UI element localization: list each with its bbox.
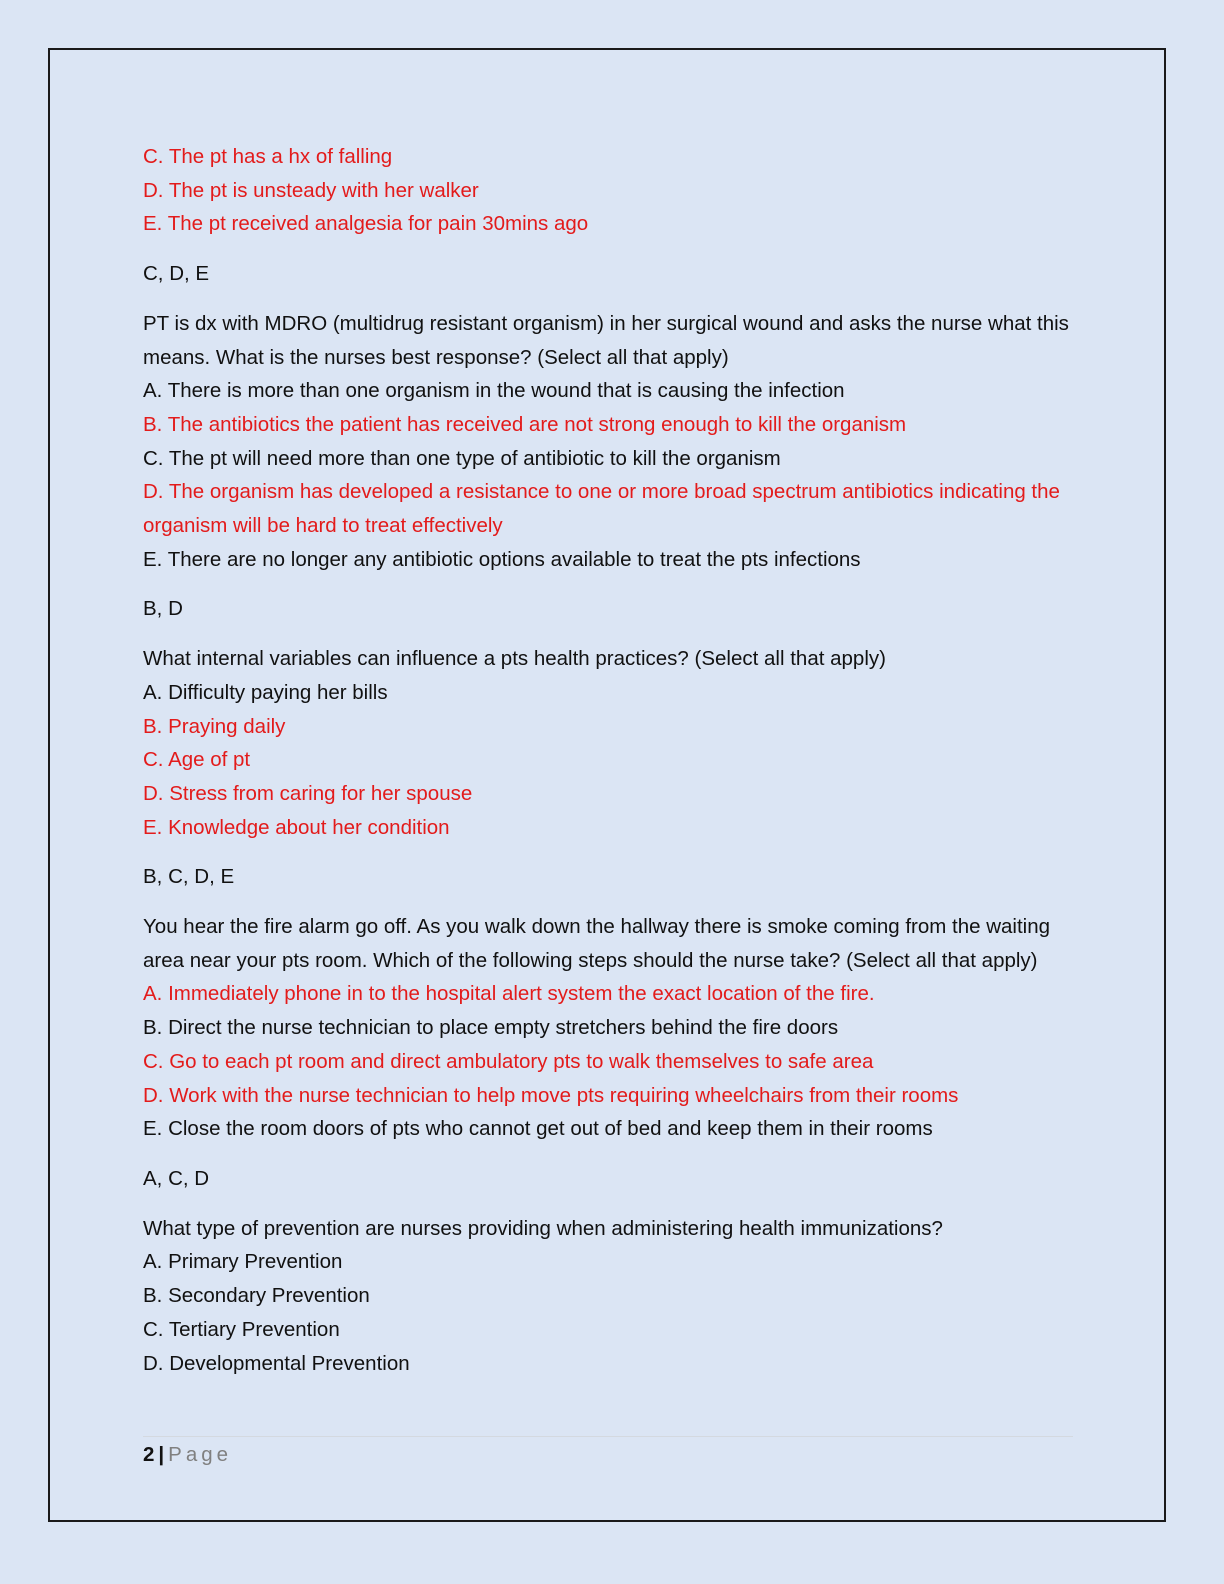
option-a: A. There is more than one organism in the wound that is causing the infection [143, 379, 845, 403]
answer-key: A, C, D [143, 1166, 210, 1190]
option-b: B. Direct the nurse technician to place empty stretchers behind the fire doors [143, 1016, 839, 1040]
option-d: D. The organism has developed a resistance to one or more broad spectrum antibiotics indicating the organism will be hard to treat effectively [143, 480, 1060, 538]
option-d: D. The pt is unsteady with her walker [143, 178, 479, 202]
option-a: A. Immediately phone in to the hospital alert system the exact location of the fire. [143, 982, 875, 1006]
option-c: C. Age of pt [143, 748, 251, 772]
option-c: C. Go to each pt room and direct ambulatory pts to walk themselves to safe area [143, 1049, 874, 1073]
option-c: C. The pt has a hx of falling [143, 145, 393, 168]
question-prompt: What internal variables can influence a pts health practices? (Select all that apply) [143, 647, 886, 671]
answer-key: B, C, D, E [143, 865, 235, 889]
question-prompt: You hear the fire alarm go off. As you walk down the hallway there is smoke coming from the waiting area near your pts room. Which of the following steps should the nurse take? (Select all that apply) [143, 915, 1051, 972]
option-c: C. Tertiary Prevention [143, 1317, 340, 1341]
option-d: D. Stress from caring for her spouse [143, 781, 473, 805]
option-e: E. There are no longer any antibiotic options available to treat the pts infections [143, 547, 861, 571]
option-b: B. The antibiotics the patient has received are not strong enough to kill the organism [143, 412, 907, 436]
option-d: D. Work with the nurse technician to help move pts requiring wheelchairs from their rooms [143, 1083, 959, 1107]
option-a: A. Primary Prevention [143, 1250, 343, 1274]
answer-key: C, D, E [143, 262, 210, 286]
option-e: E. The pt received analgesia for pain 30mins ago [143, 212, 589, 236]
option-e: E. Close the room doors of pts who cannot get out of bed and keep them in their rooms [143, 1117, 933, 1141]
option-b: B. Secondary Prevention [143, 1284, 370, 1308]
option-d: D. Developmental Prevention [143, 1351, 410, 1375]
footer-separator: | [158, 1443, 165, 1466]
question-prompt: What type of prevention are nurses providing when administering health immunizations? [143, 1216, 943, 1240]
option-c: C. The pt will need more than one type of antibiotic to kill the organism [143, 446, 781, 470]
page-number: 2 [143, 1443, 155, 1466]
page-footer [143, 1436, 1073, 1469]
option-e: E. Knowledge about her condition [143, 815, 450, 839]
option-a: A. Difficulty paying her bills [143, 680, 388, 704]
question-prompt: PT is dx with MDRO (multidrug resistant organism) in her surgical wound and asks the nurse what this means. What is the nurses best response? (Select all that apply) [143, 311, 1069, 369]
answer-key: B, D [143, 597, 183, 621]
option-b: B. Praying daily [143, 714, 286, 738]
document-body [143, 140, 1083, 1380]
page-label: Page [168, 1443, 233, 1466]
